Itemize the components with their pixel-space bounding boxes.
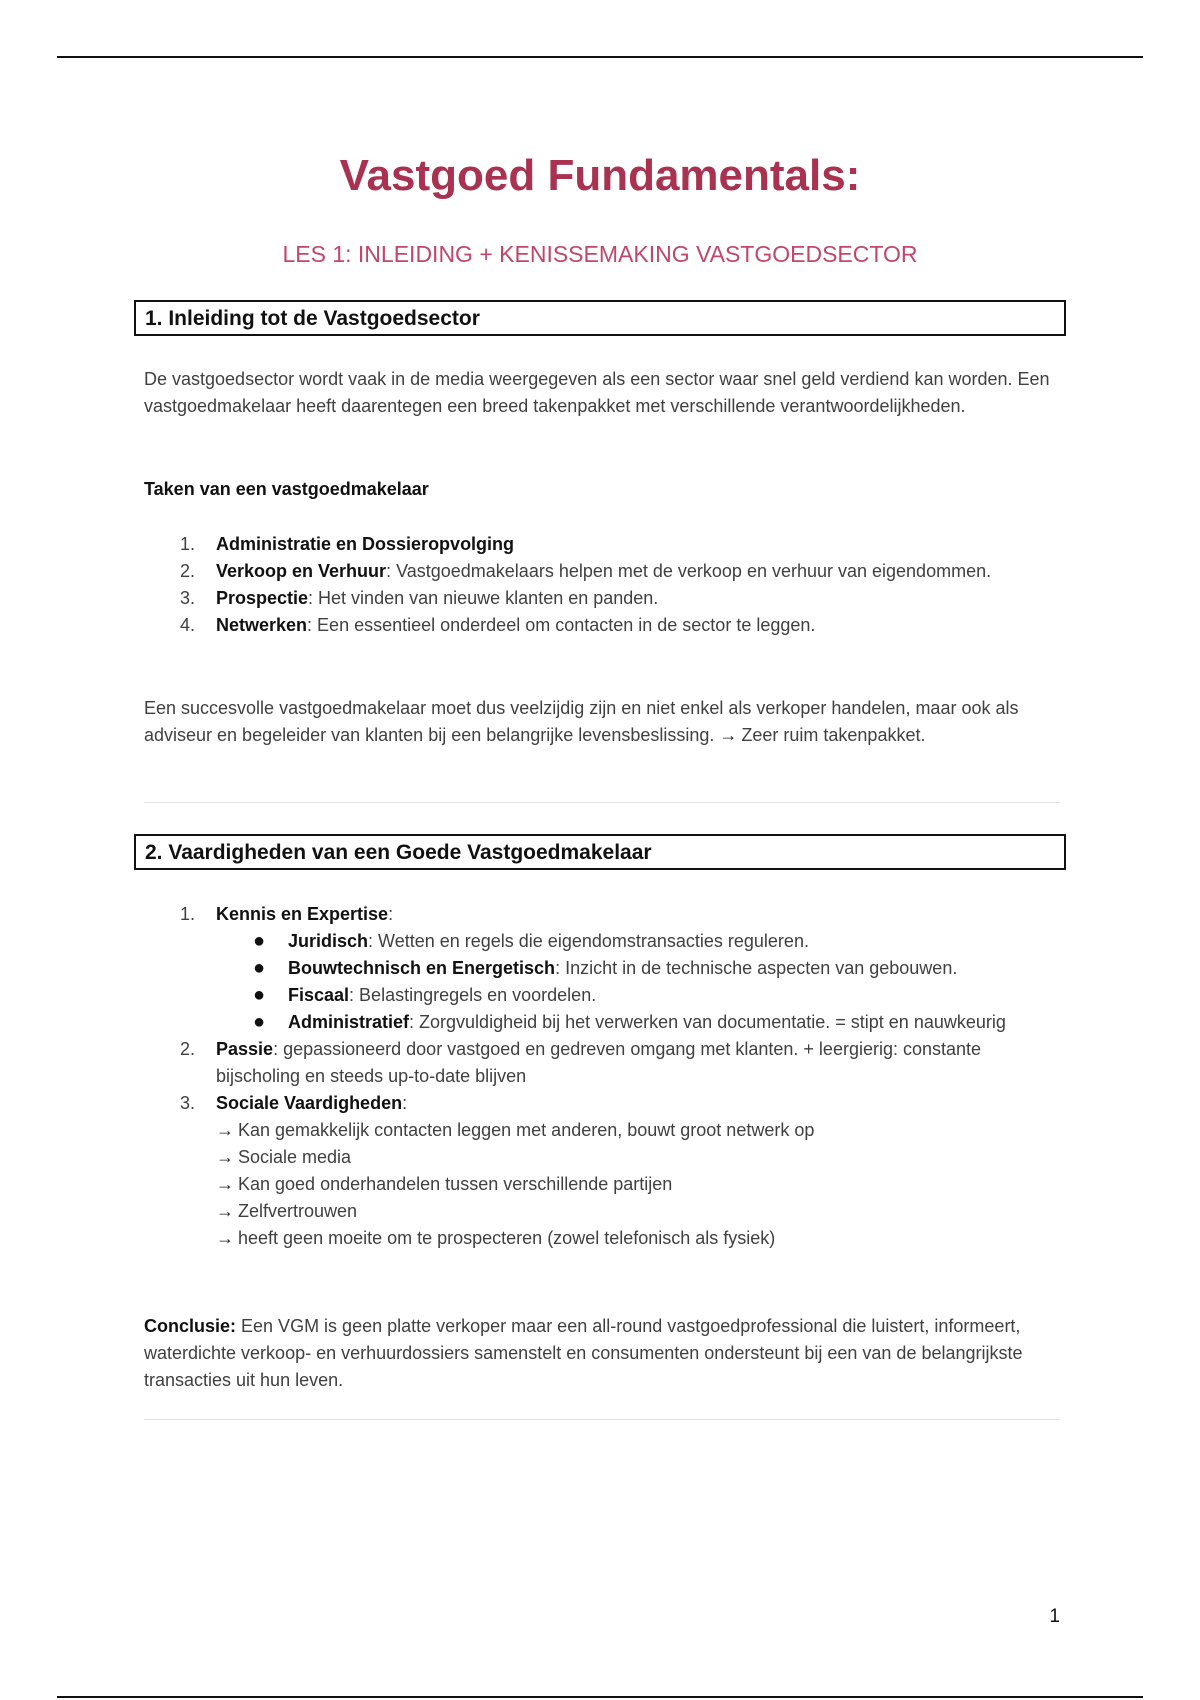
page-number: 1 xyxy=(1049,1606,1060,1627)
bullet-item xyxy=(144,1009,1064,1036)
document-subtitle: LES 1: INLEIDING + KENISSEMAKING VASTGOEDSECTOR xyxy=(282,241,918,267)
bullet-item xyxy=(144,982,1064,1009)
list-item xyxy=(144,531,1064,558)
expertise-bullets xyxy=(216,928,1064,1036)
conclusion-text: Een VGM is geen platte verkoper maar een all-round vastgoedprofessional die luistert, informeert, waterdichte verkoop- en verhuurdossiers samenstelt en consumenten ondersteunt bij een van de belangrijkste transacties uit hun leven. xyxy=(144,1316,1023,1390)
bullet-icon: ● xyxy=(253,957,266,979)
top-rule xyxy=(57,56,1143,58)
list-number: 1. xyxy=(180,904,196,924)
skill-desc: : gepassioneerd door vastgoed en gedreven omgang met klanten. + leergierig: constante bijscholing en steeds up-to-date blijven xyxy=(216,1039,982,1086)
bullet-term: Bouwtechnisch en Energetisch xyxy=(288,958,556,978)
arrow-right-icon: → xyxy=(216,1174,234,1194)
section-divider xyxy=(144,802,1060,803)
list-number: 3. xyxy=(180,1093,196,1113)
arrow-item-text: Kan gemakkelijk contacten leggen met anderen, bouwt groot netwerk op xyxy=(238,1120,815,1140)
skills-list xyxy=(144,901,1064,1252)
list-item xyxy=(144,612,1064,639)
skill-term: Kennis en Expertise xyxy=(216,904,389,924)
bullet-term: Administratief xyxy=(288,1012,410,1032)
skill-term: Sociale Vaardigheden xyxy=(216,1093,403,1113)
tasks-heading: Taken van een vastgoedmakelaar xyxy=(144,479,429,499)
arrow-item xyxy=(216,1144,1064,1171)
bullet-term: Fiscaal xyxy=(288,985,350,1005)
bullet-item xyxy=(144,928,1064,955)
list-item xyxy=(144,558,1064,585)
section-heading-1: 1. Inleiding tot de Vastgoedsector xyxy=(134,300,1066,336)
list-item xyxy=(144,585,1064,612)
bullet-desc: : Inzicht in de technische aspecten van gebouwen. xyxy=(555,958,958,978)
arrow-item-text: Zelfvertrouwen xyxy=(238,1201,358,1221)
list-item xyxy=(144,1090,1064,1252)
list-item xyxy=(144,1036,1064,1090)
task-desc: : Vastgoedmakelaars helpen met de verkoop en verhuur van eigendommen. xyxy=(386,561,992,581)
skill-term: Passie xyxy=(216,1039,274,1059)
bottom-rule xyxy=(57,1696,1143,1698)
section-heading-2: 2. Vaardigheden van een Goede Vastgoedmakelaar xyxy=(134,834,1066,870)
task-desc: : Het vinden van nieuwe klanten en panden. xyxy=(308,588,659,608)
arrow-item-text: heeft geen moeite om te prospecteren (zowel telefonisch als fysiek) xyxy=(238,1228,776,1248)
task-desc: : Een essentieel onderdeel om contacten in de sector te leggen. xyxy=(307,615,816,635)
bullet-icon: ● xyxy=(253,930,266,952)
bullet-icon: ● xyxy=(253,984,266,1006)
arrow-item xyxy=(216,1198,1064,1225)
list-number: 2. xyxy=(180,561,196,581)
bullet-icon: ● xyxy=(253,1011,266,1033)
bullet-desc: : Wetten en regels die eigendomstransacties reguleren. xyxy=(368,931,809,951)
section-1-intro xyxy=(144,366,1064,420)
document-title: Vastgoed Fundamentals: xyxy=(339,151,861,200)
tasks-list xyxy=(144,531,1064,639)
task-term: Verkoop en Verhuur xyxy=(216,561,387,581)
arrow-item xyxy=(216,1171,1064,1198)
bullet-item xyxy=(144,955,1064,982)
conclusion xyxy=(144,1313,1064,1394)
skill-colon: : xyxy=(388,904,394,924)
arrow-item-text: Sociale media xyxy=(238,1147,352,1167)
section-1-summary xyxy=(144,695,1064,749)
list-number: 4. xyxy=(180,615,196,635)
intro-paragraph: De vastgoedsector wordt vaak in de media weergegeven als een sector waar snel geld verdiend kan worden. Een vastgoedmakelaar heeft daarentegen een breed takenpakket met verschillende verantwoordelijkheden. xyxy=(144,369,1050,416)
arrow-right-icon: → xyxy=(719,725,738,745)
summary-paragraph xyxy=(144,695,1064,749)
arrow-item xyxy=(216,1117,1064,1144)
bullet-term: Juridisch xyxy=(288,931,369,951)
conclusion-paragraph xyxy=(144,1313,1064,1394)
conclusion-label: Conclusie: xyxy=(144,1316,237,1336)
arrow-right-icon: → xyxy=(216,1228,234,1248)
bullet-desc: : Belastingregels en voordelen. xyxy=(349,985,597,1005)
summary-tail: Zeer ruim takenpakket. xyxy=(741,725,926,745)
task-term: Prospectie xyxy=(216,588,309,608)
arrow-item-text: Kan goed onderhandelen tussen verschillende partijen xyxy=(238,1174,673,1194)
bullet-desc: : Zorgvuldigheid bij het verwerken van documentatie. = stipt en nauwkeurig xyxy=(409,1012,1006,1032)
task-term: Administratie en Dossieropvolging xyxy=(216,534,515,554)
skill-colon: : xyxy=(402,1093,408,1113)
arrow-right-icon: → xyxy=(216,1120,234,1140)
section-divider xyxy=(144,1419,1060,1420)
summary-text: Een succesvolle vastgoedmakelaar moet dus veelzijdig zijn en niet enkel als verkoper handelen, maar ook als adviseur en begeleider van klanten bij een belangrijke levensbeslissing. xyxy=(144,698,1019,745)
arrow-right-icon: → xyxy=(216,1201,234,1221)
arrow-right-icon: → xyxy=(216,1147,234,1167)
list-number: 1. xyxy=(180,534,196,554)
social-skills-points xyxy=(216,1117,1064,1252)
list-number: 2. xyxy=(180,1039,196,1059)
arrow-item xyxy=(216,1225,1064,1252)
task-term: Netwerken xyxy=(216,615,308,635)
list-number: 3. xyxy=(180,588,196,608)
list-item xyxy=(144,901,1064,1036)
